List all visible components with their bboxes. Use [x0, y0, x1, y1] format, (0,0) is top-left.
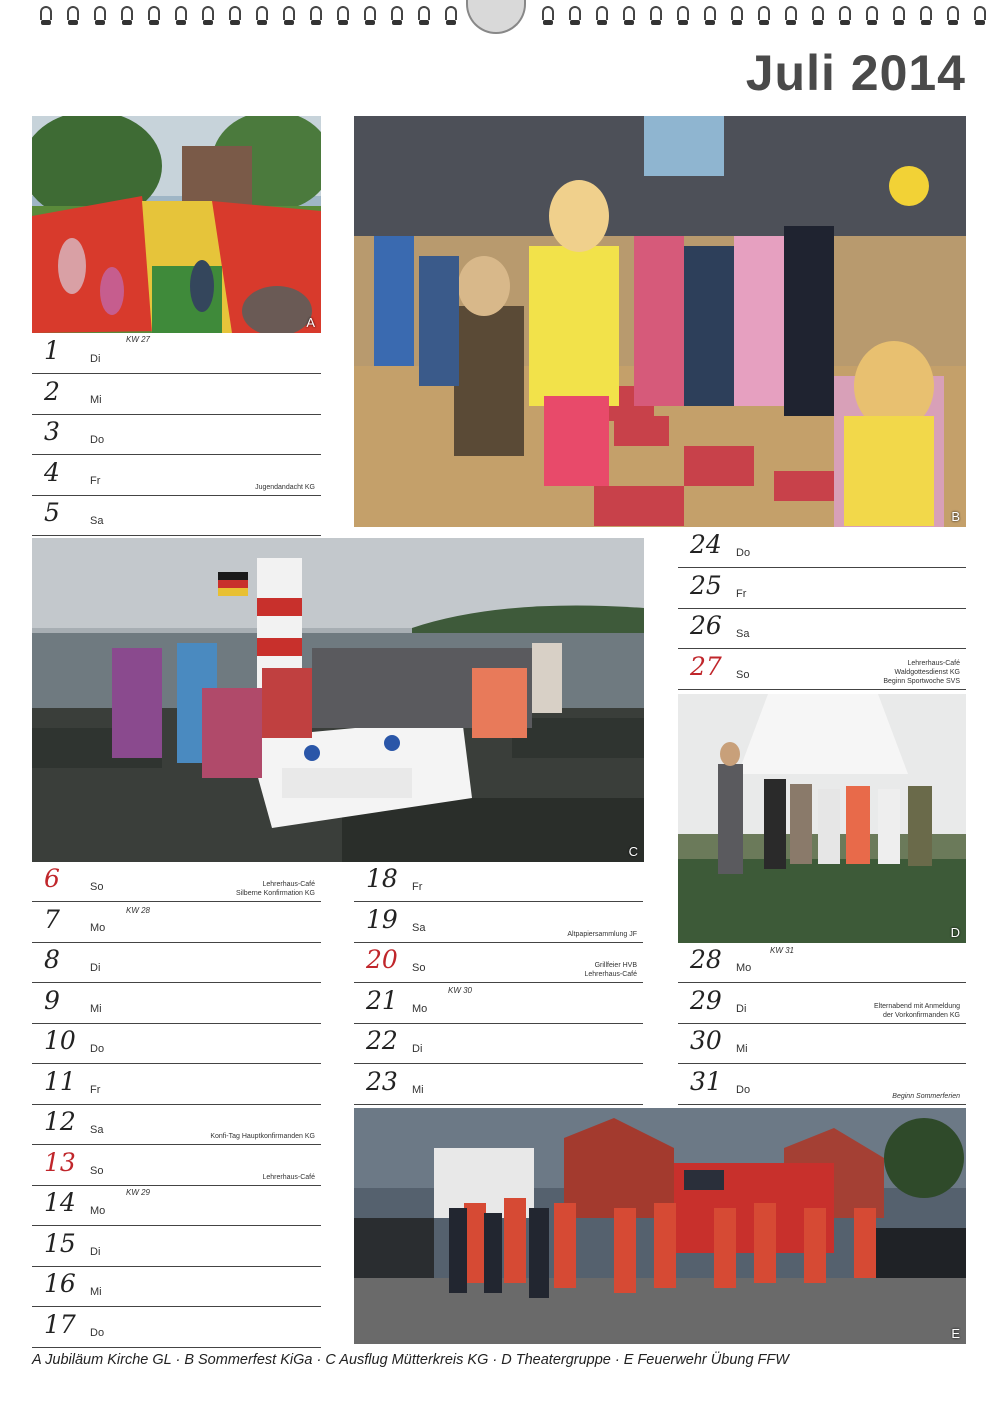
photo-a	[32, 116, 321, 333]
day-row	[32, 984, 321, 1024]
weekday-label: Mi	[90, 1002, 102, 1015]
day-number: 11	[44, 1066, 76, 1096]
day-event: Grillfeier HVB Lehrerhaus-Café	[584, 962, 637, 978]
binding-ring	[648, 6, 664, 26]
day-row	[32, 1267, 321, 1307]
weekday-label: Mi	[90, 393, 102, 406]
weekday-label: Sa	[736, 628, 750, 640]
weekday-label: Mo	[412, 1002, 428, 1015]
day-row	[354, 1065, 643, 1105]
photo-b	[354, 116, 966, 527]
day-row	[354, 1024, 643, 1064]
binding-ring	[335, 6, 351, 26]
day-number: 16	[44, 1269, 76, 1298]
day-number: 15	[44, 1228, 76, 1258]
photo-letter: D	[950, 925, 960, 940]
photo-letter: E	[951, 1326, 960, 1341]
day-event: Elternabend mit Anmeldung der Vorkonfirmanden KG	[874, 1002, 960, 1019]
day-number: 26	[690, 611, 722, 640]
binding-ring	[38, 6, 54, 26]
binding-ring	[702, 6, 718, 26]
binding-ring	[173, 6, 189, 26]
week-label: KW 31	[770, 946, 795, 955]
day-number: 27	[690, 651, 722, 681]
day-row	[32, 862, 321, 902]
day-event: Lehrerhaus-Café	[262, 1173, 315, 1181]
binding-ring	[92, 6, 108, 26]
day-row	[32, 496, 321, 536]
day-row	[32, 943, 321, 983]
day-row	[32, 415, 321, 455]
day-row	[32, 456, 321, 496]
binding-ring	[443, 6, 459, 26]
day-row	[354, 984, 643, 1024]
week-label: KW 27	[126, 335, 151, 344]
weekday-label: So	[412, 962, 426, 974]
binding-ring	[416, 6, 432, 26]
day-event: Altpapiersammlung JF	[567, 930, 637, 938]
binding-ring	[810, 6, 826, 26]
day-row	[678, 943, 966, 983]
weekday-label: Mi	[412, 1083, 424, 1096]
binding-ring	[65, 6, 81, 26]
binding-ring	[837, 6, 853, 26]
day-number: 6	[44, 864, 60, 893]
photo-d	[678, 694, 966, 943]
day-number: 7	[44, 904, 60, 934]
binding-ring	[254, 6, 270, 26]
day-number: 20	[366, 945, 398, 974]
week-label: KW 29	[126, 1188, 151, 1197]
day-event: Beginn Sommerferien	[892, 1092, 960, 1100]
photo-letter: C	[628, 844, 638, 859]
day-row	[354, 943, 643, 983]
binding-ring	[729, 6, 745, 26]
photo-caption: A Jubiläum Kirche GL · B Sommerfest KiGa · C Ausflug Mütterkreis KG · D Theatergruppe · E Feuerwehr Übung FFW	[32, 1352, 789, 1368]
week-label: KW 28	[126, 906, 151, 915]
day-number: 12	[44, 1107, 76, 1136]
day-row	[354, 862, 643, 902]
binding-ring	[783, 6, 799, 26]
day-number: 4	[44, 457, 60, 487]
binding-ring	[864, 6, 880, 26]
binding-ring	[389, 6, 405, 26]
day-number: 9	[44, 985, 60, 1015]
binding-ring	[281, 6, 297, 26]
weekday-label: Di	[90, 353, 101, 365]
day-number: 10	[44, 1026, 76, 1055]
day-row	[32, 334, 321, 374]
binding-ring	[945, 6, 961, 26]
day-row	[678, 1065, 966, 1105]
day-event: Konfi-Tag Hauptkonfirmanden KG	[210, 1133, 315, 1140]
day-row	[354, 903, 643, 943]
page-title: Juli 2014	[745, 45, 966, 101]
binding-ring	[200, 6, 216, 26]
day-row	[32, 1227, 321, 1267]
day-number: 5	[44, 498, 60, 527]
weekday-label: Do	[90, 434, 105, 446]
day-row	[678, 569, 966, 609]
day-row	[32, 903, 321, 943]
binding-ring	[146, 6, 162, 26]
binding-ring	[675, 6, 691, 26]
day-number: 31	[690, 1066, 722, 1096]
binding-ring	[227, 6, 243, 26]
day-number: 21	[366, 985, 398, 1015]
day-number: 30	[690, 1026, 722, 1055]
day-number: 3	[44, 417, 60, 446]
day-number: 28	[690, 945, 722, 974]
week-label: KW 30	[448, 986, 473, 995]
weekday-label: Do	[736, 1083, 751, 1096]
weekday-label: Fr	[412, 881, 423, 893]
weekday-label: Mo	[736, 962, 752, 974]
binding-ring	[891, 6, 907, 26]
binding-ring	[756, 6, 772, 26]
weekday-label: Di	[736, 1002, 747, 1015]
day-number: 18	[366, 864, 398, 893]
day-row	[678, 650, 966, 690]
day-number: 22	[366, 1026, 398, 1055]
day-row	[678, 528, 966, 568]
day-number: 2	[44, 376, 60, 406]
weekday-label: Do	[90, 1326, 105, 1339]
weekday-label: Di	[90, 1245, 101, 1258]
weekday-label: Fr	[90, 1083, 101, 1096]
binding-ring	[918, 6, 934, 26]
weekday-label: Sa	[90, 1124, 104, 1136]
day-number: 14	[44, 1188, 76, 1217]
day-row	[32, 1024, 321, 1064]
weekday-label: So	[736, 668, 750, 681]
binding-ring	[540, 6, 556, 26]
binding-ring	[621, 6, 637, 26]
day-row	[32, 1308, 321, 1348]
photo-letter: A	[306, 315, 315, 330]
photo-c	[32, 538, 644, 862]
binding-ring	[972, 6, 988, 26]
binding-ring	[308, 6, 324, 26]
day-number: 17	[44, 1309, 76, 1339]
day-number: 25	[690, 570, 722, 600]
day-row	[32, 1186, 321, 1226]
weekday-label: So	[90, 1164, 104, 1177]
weekday-label: Do	[90, 1043, 105, 1055]
binding-ring	[594, 6, 610, 26]
day-number: 8	[44, 945, 60, 974]
weekday-label: Di	[412, 1043, 423, 1055]
weekday-label: Do	[736, 547, 751, 559]
weekday-label: Mi	[736, 1043, 748, 1055]
weekday-label: Di	[90, 962, 101, 974]
day-number: 13	[44, 1147, 76, 1177]
weekday-label: Fr	[736, 587, 747, 600]
day-number: 1	[44, 336, 60, 365]
weekday-label: Sa	[412, 921, 426, 934]
day-event: Lehrerhaus-Café Silberne Konfirmation KG	[236, 881, 315, 897]
weekday-label: Mi	[90, 1286, 102, 1298]
binding-ring	[567, 6, 583, 26]
day-number: 29	[690, 985, 722, 1015]
weekday-label: So	[90, 881, 104, 893]
day-row	[32, 375, 321, 415]
day-row	[678, 1024, 966, 1064]
weekday-label: Mo	[90, 921, 106, 934]
day-event: Lehrerhaus-Café Waldgottesdienst KG Beginn Sportwoche SVS	[883, 659, 960, 685]
photo-e	[354, 1108, 966, 1344]
day-row	[32, 1065, 321, 1105]
day-number: 19	[366, 904, 398, 934]
day-number: 24	[690, 530, 722, 559]
weekday-label: Sa	[90, 515, 104, 527]
weekday-label: Fr	[90, 474, 101, 487]
day-row	[678, 984, 966, 1024]
weekday-label: Mo	[90, 1205, 106, 1217]
day-row	[32, 1105, 321, 1145]
day-number: 23	[366, 1066, 398, 1096]
binding-ring	[119, 6, 135, 26]
binding-ring	[362, 6, 378, 26]
photo-letter: B	[951, 509, 960, 524]
day-event: Jugendandacht KG	[255, 483, 315, 491]
day-row	[32, 1146, 321, 1186]
day-row	[678, 609, 966, 649]
